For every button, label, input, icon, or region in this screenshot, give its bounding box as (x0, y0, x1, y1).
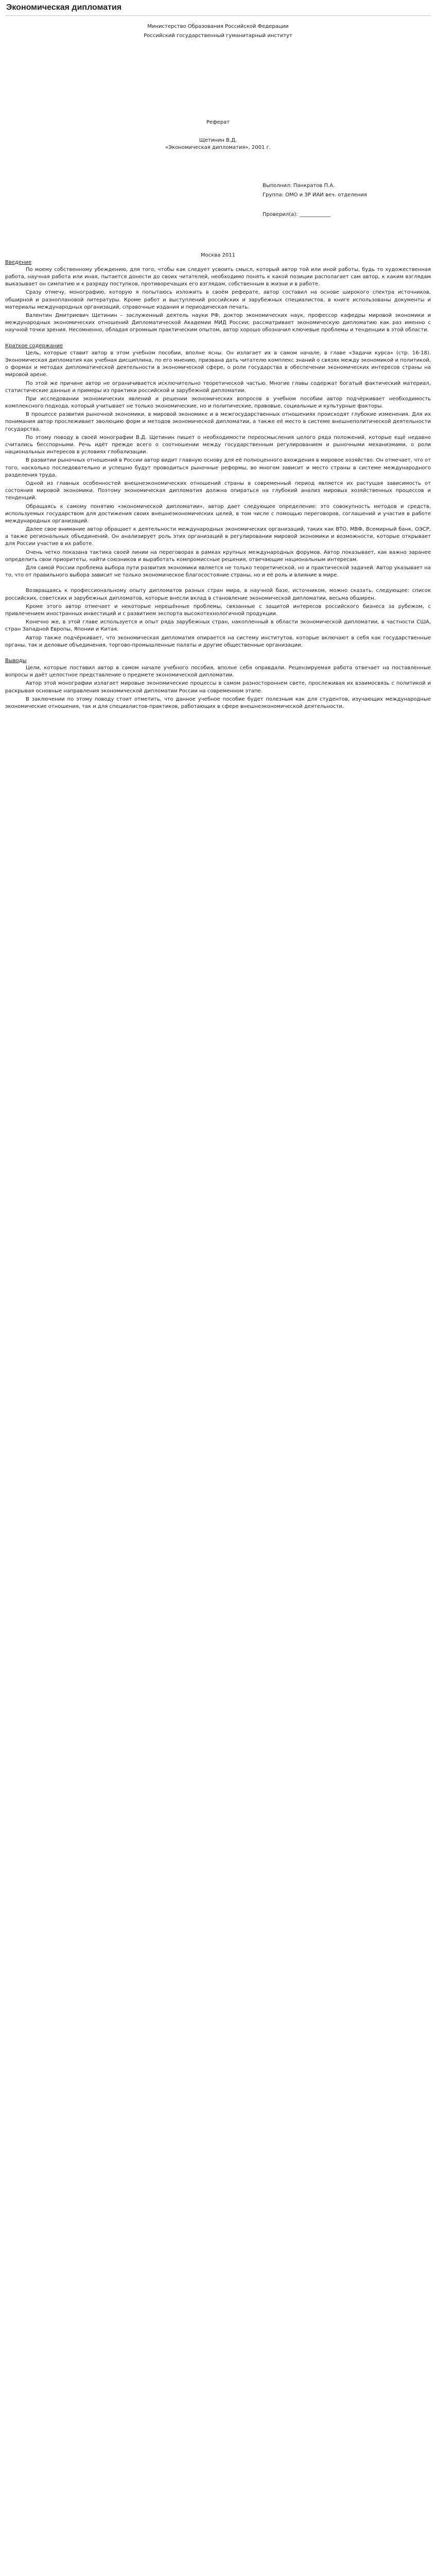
summary-paragraph: Одной из главных особенностей внешнеэкономических отношений страны в современный период является их растущая зависимость от состояния мировой экономики. Поэтому экономическая дипломатия должна опираться на глубокий анализ мировых хозяйственных процессов и тенденций. (5, 480, 431, 501)
summary-paragraph: Для самой России проблема выбора пути развития экономики является не только теоретической, но и практической задачей. Автор указывает на то, что от правильного выбора зависит не только экономическое благосостояние страны, но и её роль и влияние в мире. (5, 565, 431, 579)
summary-paragraph: Обращаясь к самому понятию «экономической дипломатии», автор дает следующее определение: это совокупность методов и средств, используемых государством для достижения своих внешнеэкономических целей, в том числе с помощью переговоров, соглашений и участия в работе международных организаций. (5, 503, 431, 524)
student-group: Группа: ОМО и ЗР ИАИ веч. отделения (263, 192, 367, 198)
page (0, 0, 436, 710)
title-page-main (5, 119, 431, 151)
title-page-header (5, 16, 431, 40)
book-author: Щетинин В.Д. (199, 137, 237, 143)
summary-paragraph: Далее свое внимание автор обращает к деятельности международных экономических организаций, таких как ВТО, МВФ, Всемирный банк, ОЭСР, а также региональных объединений. Он анализирует роль этих организаций в регулировании мировой экономики и возможности, которые открывает для России участие в их работе. (5, 527, 431, 547)
intro-paragraph: Валентин Дмитриевич Щетинин – заслуженный деятель науки РФ, доктор экономических наук, профессор кафедры мировой экономики и международных экономических отношений Дипломатической Академии МИД России; рассматривает экономическую дипломатию как раз именно с научной точки зрения. Несомненно, обладая огромным практическим опытом, автор хорошо обозначил ключевые проблемы и тенденции в этой области. (5, 313, 431, 333)
summary-paragraph: Очень четко показана тактика своей линии на переговорах в рамках крупных международных форумов. Автор показывает, как важно заранее определить свои приоритеты, найти союзников и выработать компромиссные решения, отвечающие национальным интересам. (5, 549, 431, 563)
summary-paragraph: По этому поводу в своей монографии В.Д. Щетинин пишет о необходимости переосмысления целого ряда положений, которые ещё недавно считались бесспорными. Речь идёт прежде всего о соотношении между государственным регулированием и рыночными механизмами, о роли национальных интересов в условиях глобализации. (5, 434, 431, 455)
performed-by: Выполнил: Панкратов П.А. (263, 182, 335, 189)
summary-paragraph: По этой же причине автор не ограничивается исключительно теоретической частью. Многие главы содержат богатый фактический материал, статистические данные и примеры из практики российской и зарубежной дипломатии. (5, 380, 431, 394)
summary-paragraph: В процессе развития рыночной экономики, в мировой экономике и в межгосударственных отношениях происходят глубокие изменения. Для их понимания автор прослеживает эволюцию форм и методов экономической дипломатии, а также её место в системе внешнеполитической деятельности государства. (5, 412, 431, 432)
document-body (5, 16, 431, 710)
intro-paragraph: По моему собственному убеждению, для того, чтобы как следует усвоить смысл, который автор той или иной работы, будь то художественная работа, научная работа или иная, пытается донести до своих читателей, необходимо понять к какой позиции располагает сам автор, к каким взглядам выказывает он симпатию и к разряду поступков, противоречащих его взглядам, собственным в жизни и в работе. (5, 266, 431, 287)
summary-paragraph: При исследовании экономических явлений и решении экономических вопросов в учебном пособии автор подчёркивает необходимость комплексного подхода, который учитывает не только экономические, но и политические, правовые, социальные и культурные факторы. (5, 396, 431, 410)
city-year: Москва 2011 (201, 252, 235, 258)
book-title: «Экономическая дипломатия», 2001 г. (165, 144, 271, 150)
document-type: Реферат (206, 120, 230, 126)
conclusion-paragraph: В заключении по этому поводу стоит отметить, что данное учебное пособие будет полезным как для студентов, изучающих международные экономические отношения, так и для специалистов-практиков, работающих в сфере внешнеэкономической деятельности. (5, 696, 431, 709)
section-title-summary: Краткое содержание (5, 343, 63, 349)
summary-paragraph: Возвращаясь к профессиональному опыту дипломатов разных стран мира, в научной базе, источником, можно сказать, следующее: список российских, советских и зарубежных дипломатов, которые внесли вклад в становление экономической дипломатии, весьма обширен. (5, 588, 431, 601)
conclusion-paragraph: Цели, которые поставил автор в самом начале учебного пособия, вполне себя оправдали. Рецензируемая работа отвечает на поставленные вопросы и даёт целостное представление о предмете экономической дипломатии. (5, 665, 431, 679)
summary-paragraph: Кроме этого автор отмечает и некоторые нерешённые проблемы, связанные с защитой интересов российского бизнеса за рубежом, с привлечением иностранных инвестиций и с развитием экспорта высокотехнологичной продукции. (5, 603, 431, 617)
summary-paragraph: Автор также подчёркивает, что экономическая дипломатия опирается на систему институтов, которые включают в себя как государственные органы, так и деловые объединения, торгово-промышленные палаты и другие общественные организации. (5, 635, 431, 648)
summary-paragraph: Цель, которые ставит автор в этом учебном пособии, вполне ясны. Он излагает их в самом начале, в главе «Задачи курса» (стр. 16-18). Экономическая дипломатия как учебная дисциплина, по его мнению, призвана дать читателю комплекс знаний о связях между экономикой и политикой, о формах и методах дипломатической деятельности в экономической сфере, о роли государства в обеспечении экономических интересов страны на мировой арене. (5, 350, 431, 378)
checked-by: Проверил(а): ____________ (263, 212, 330, 218)
section-title-intro: Введение (5, 259, 32, 265)
title-page-credits (5, 182, 431, 219)
summary-paragraph: В развитии рыночных отношений в России автор видит главную основу для её полноценного вхождения в мировое хозяйство. Он отмечает, что от того, насколько последовательно и успешно будут проводиться рыночные реформы, во многом зависит и место страны в системе международного разделения труда. (5, 457, 431, 478)
page-title: Экономическая дипломатия (5, 0, 431, 16)
section-title-conclusions: Выводы (5, 657, 27, 664)
intro-paragraph: Сразу отмечу, монографию, которую я попытаюсь изложить в своём реферате, автор составил на основе широкого спектра источников, обширной и разноплановой литературы. Кроме работ и выступлений российских и зарубежных специалистов, в книге использованы документы и материалы международных организаций, справочные издания и периодическая печать. (5, 290, 431, 310)
conclusion-paragraph: Автор этой монографии излагает мировые экономические процессы в самом разностороннем свете, прослеживая их взаимосвязь с политикой и раскрывая основные направления экономической дипломатии России на современном этапе. (5, 681, 431, 694)
ministry-name: Министерство Образования Российской Федерации (147, 24, 289, 29)
summary-paragraph: Конечно же, в этой главе используется и опыт ряда зарубежных стран, накопленный в области экономической дипломатии, в частности США, стран Западной Европы, Японии и Китая. (5, 619, 431, 633)
university-name: Российский государственный гуманитарный институт (144, 33, 292, 39)
